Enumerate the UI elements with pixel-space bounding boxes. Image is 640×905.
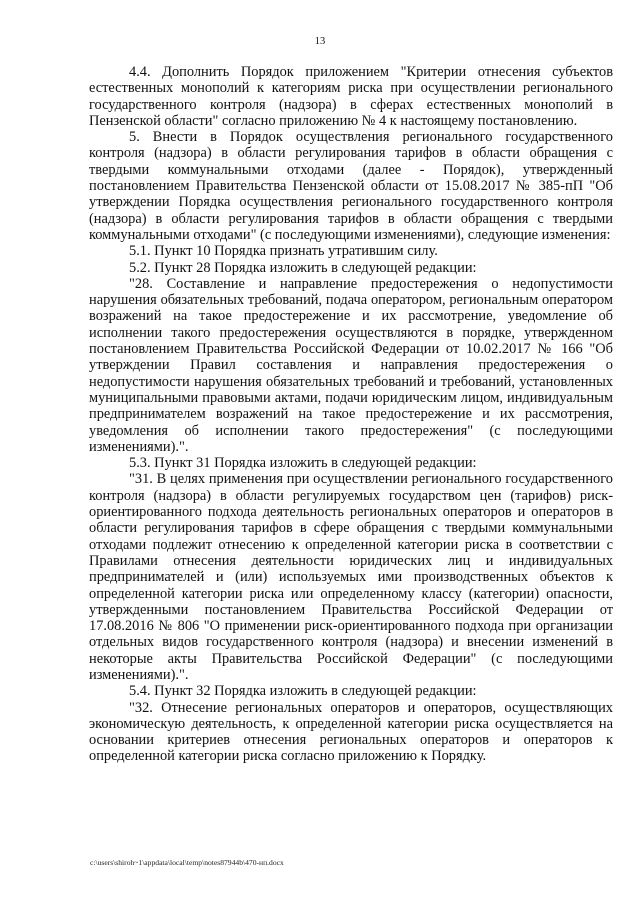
paragraph-5: 5. Внести в Порядок осуществления регионального государственного контроля (надзора) в области регулирования тарифов в области обращения с твердыми коммунальными отходами (далее - Порядок), утвержденный постановлением Правительства Пензенской области от 15.08.2017 № 385-пП "Об утверждении Порядка осуществления регионального государственного контроля (надзора) в области регулирования тарифов в области обращения с твердыми коммунальными отходами" (с последующими изменениями), следующие изменения: [89, 129, 613, 243]
paragraph-5-2: 5.2. Пункт 28 Порядка изложить в следующей редакции: [129, 259, 477, 276]
paragraph-5-3: 5.3. Пункт 31 Порядка изложить в следующей редакции: [129, 455, 477, 472]
paragraph-28-text: "28. Составление и направление предостережения о недопустимости нарушения обязательных требований, подача оператором, региональным оператором возражений на такое предостережение и их рассмотрение, уведомление об исполнении такого предостережения осуществляются в порядке, утвержденном постановлением Правительства Российской Федерации от 10.02.2017 № 166 "Об утверждении Правил составления и направления предостережения о недопустимости нарушения обязательных требований и требований, установленных муниципальными правовыми актами, подачи юридическим лицом, индивидуальным предпринимателем возражений на такое предостережение и их рассмотрения, уведомления об исполнении такого предостережения" (с последующими изменениями).". [89, 275, 613, 455]
paragraph-4-4: 4.4. Дополнить Порядок приложением "Критерии отнесения субъектов естественных монополий к категориям риска при осуществлении регионального государственного контроля (надзора) в сферах естественных монополий в Пензенской области" согласно приложению № 4 к настоящему постановлению. [89, 64, 613, 129]
file-path-footer: c:\users\shiroh~1\appdata\local\temp\notes87944b\470-нп.docx [90, 858, 284, 867]
document-body [89, 64, 613, 765]
paragraph-32-text: "32. Отнесение региональных операторов и операторов, осуществляющих экономическую деятельность, к определенной категории риска осуществляется на основании критериев отнесения региональных операторов и операторов к определенной категории риска согласно приложению к Порядку. [89, 699, 613, 765]
paragraph-5-1: 5.1. Пункт 10 Порядка признать утратившим силу. [129, 243, 438, 260]
page-number: 13 [314, 36, 326, 47]
paragraph-5-4: 5.4. Пункт 32 Порядка изложить в следующей редакции: [129, 683, 477, 700]
paragraph-31-text: "31. В целях применения при осуществлении регионального государственного контроля (надзора) в области регулируемых государством цен (тарифов) риск-ориентированного подхода деятельность региональных операторов и операторов в области регулирования тарифов в сфере обращения с твердыми коммунальными отходами подлежит отнесению к определенной категории риска в соответствии с Правилами отнесения деятельности юридических лиц и индивидуальных предпринимателей и (или) используемых ими производственных объектов к определенной категории риска или определенному классу (категории) опасности, утвержденными постановлением Правительства Российской Федерации от 17.08.2016 № 806 "О применении риск-ориентированного подхода при организации отдельных видов государственного контроля (надзора) и внесении изменений в некоторые акты Правительства Российской Федерации" (с последующими изменениями).". [89, 471, 613, 683]
